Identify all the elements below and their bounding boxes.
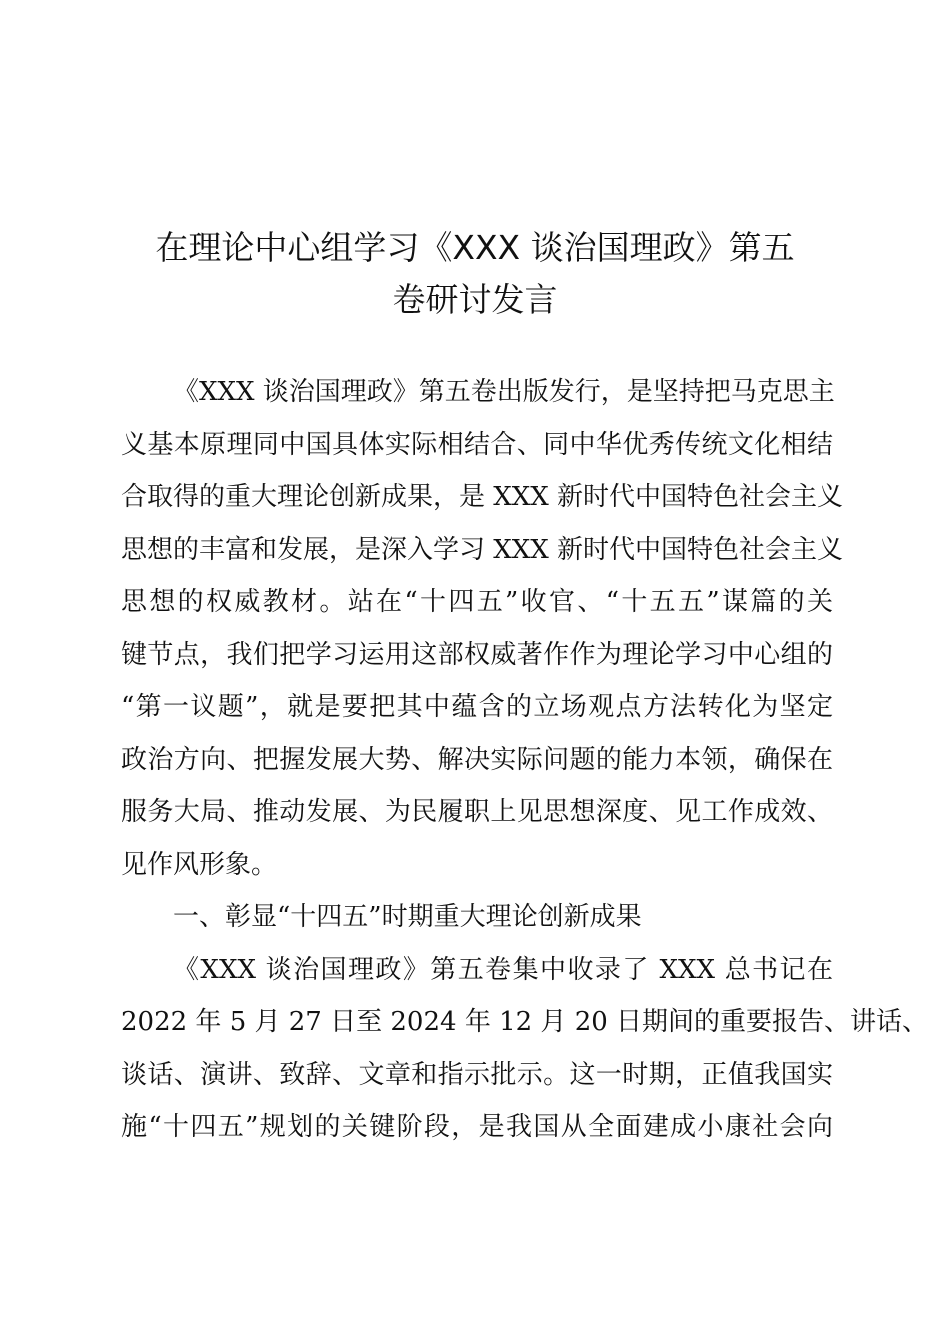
paragraph-line: 思想的权威教材。站在“十四五”收官、“十五五”谋篇的关 — [121, 587, 833, 617]
paragraph-line: 《XXX 谈治国理政》第五卷出版发行，是坚持把马克思主 — [173, 377, 835, 407]
paragraph-line: 键节点，我们把学习运用这部权威著作作为理论学习中心组的 — [121, 639, 833, 670]
paragraph-line: 谈话、演讲、致辞、文章和指示批示。这一时期，正值我国实 — [121, 1059, 833, 1090]
paragraph-line: 《XXX 谈治国理政》第五卷集中收录了 XXX 总书记在 — [173, 954, 833, 985]
paragraph-line: 服务大局、推动发展、为民履职上见思想深度、见工作成效、 — [121, 797, 833, 827]
paragraph-line: 思想的丰富和发展，是深入学习 XXX 新时代中国特色社会主义 — [121, 534, 844, 565]
document-body — [121, 366, 929, 1154]
paragraph-line: 合取得的重大理论创新成果，是 XXX 新时代中国特色社会主义 — [121, 482, 844, 512]
document-title — [110, 222, 840, 326]
paragraph-line: 政治方向、把握发展大势、解决实际问题的能力本领，确保在 — [121, 744, 833, 775]
title-line: 卷研讨发言 — [392, 280, 558, 319]
paragraph-line: “第一议题”，就是要把其中蕴含的立场观点方法转化为坚定 — [121, 692, 833, 722]
paragraph-line: 2022 年 5 月 27 日至 2024 年 12 月 20 日期间的重要报告、讲话、 — [121, 1007, 929, 1037]
paragraph-line: 施“十四五”规划的关键阶段，是我国从全面建成小康社会向 — [121, 1112, 833, 1142]
section-heading: 一、彰显“十四五”时期重大理论创新成果 — [173, 902, 642, 932]
paragraph-line: 见作风形象。 — [121, 849, 278, 880]
title-line: 在理论中心组学习《XXX 谈治国理政》第五 — [155, 228, 795, 267]
paragraph-line: 义基本原理同中国具体实际相结合、同中华优秀传统文化相结 — [121, 429, 833, 460]
